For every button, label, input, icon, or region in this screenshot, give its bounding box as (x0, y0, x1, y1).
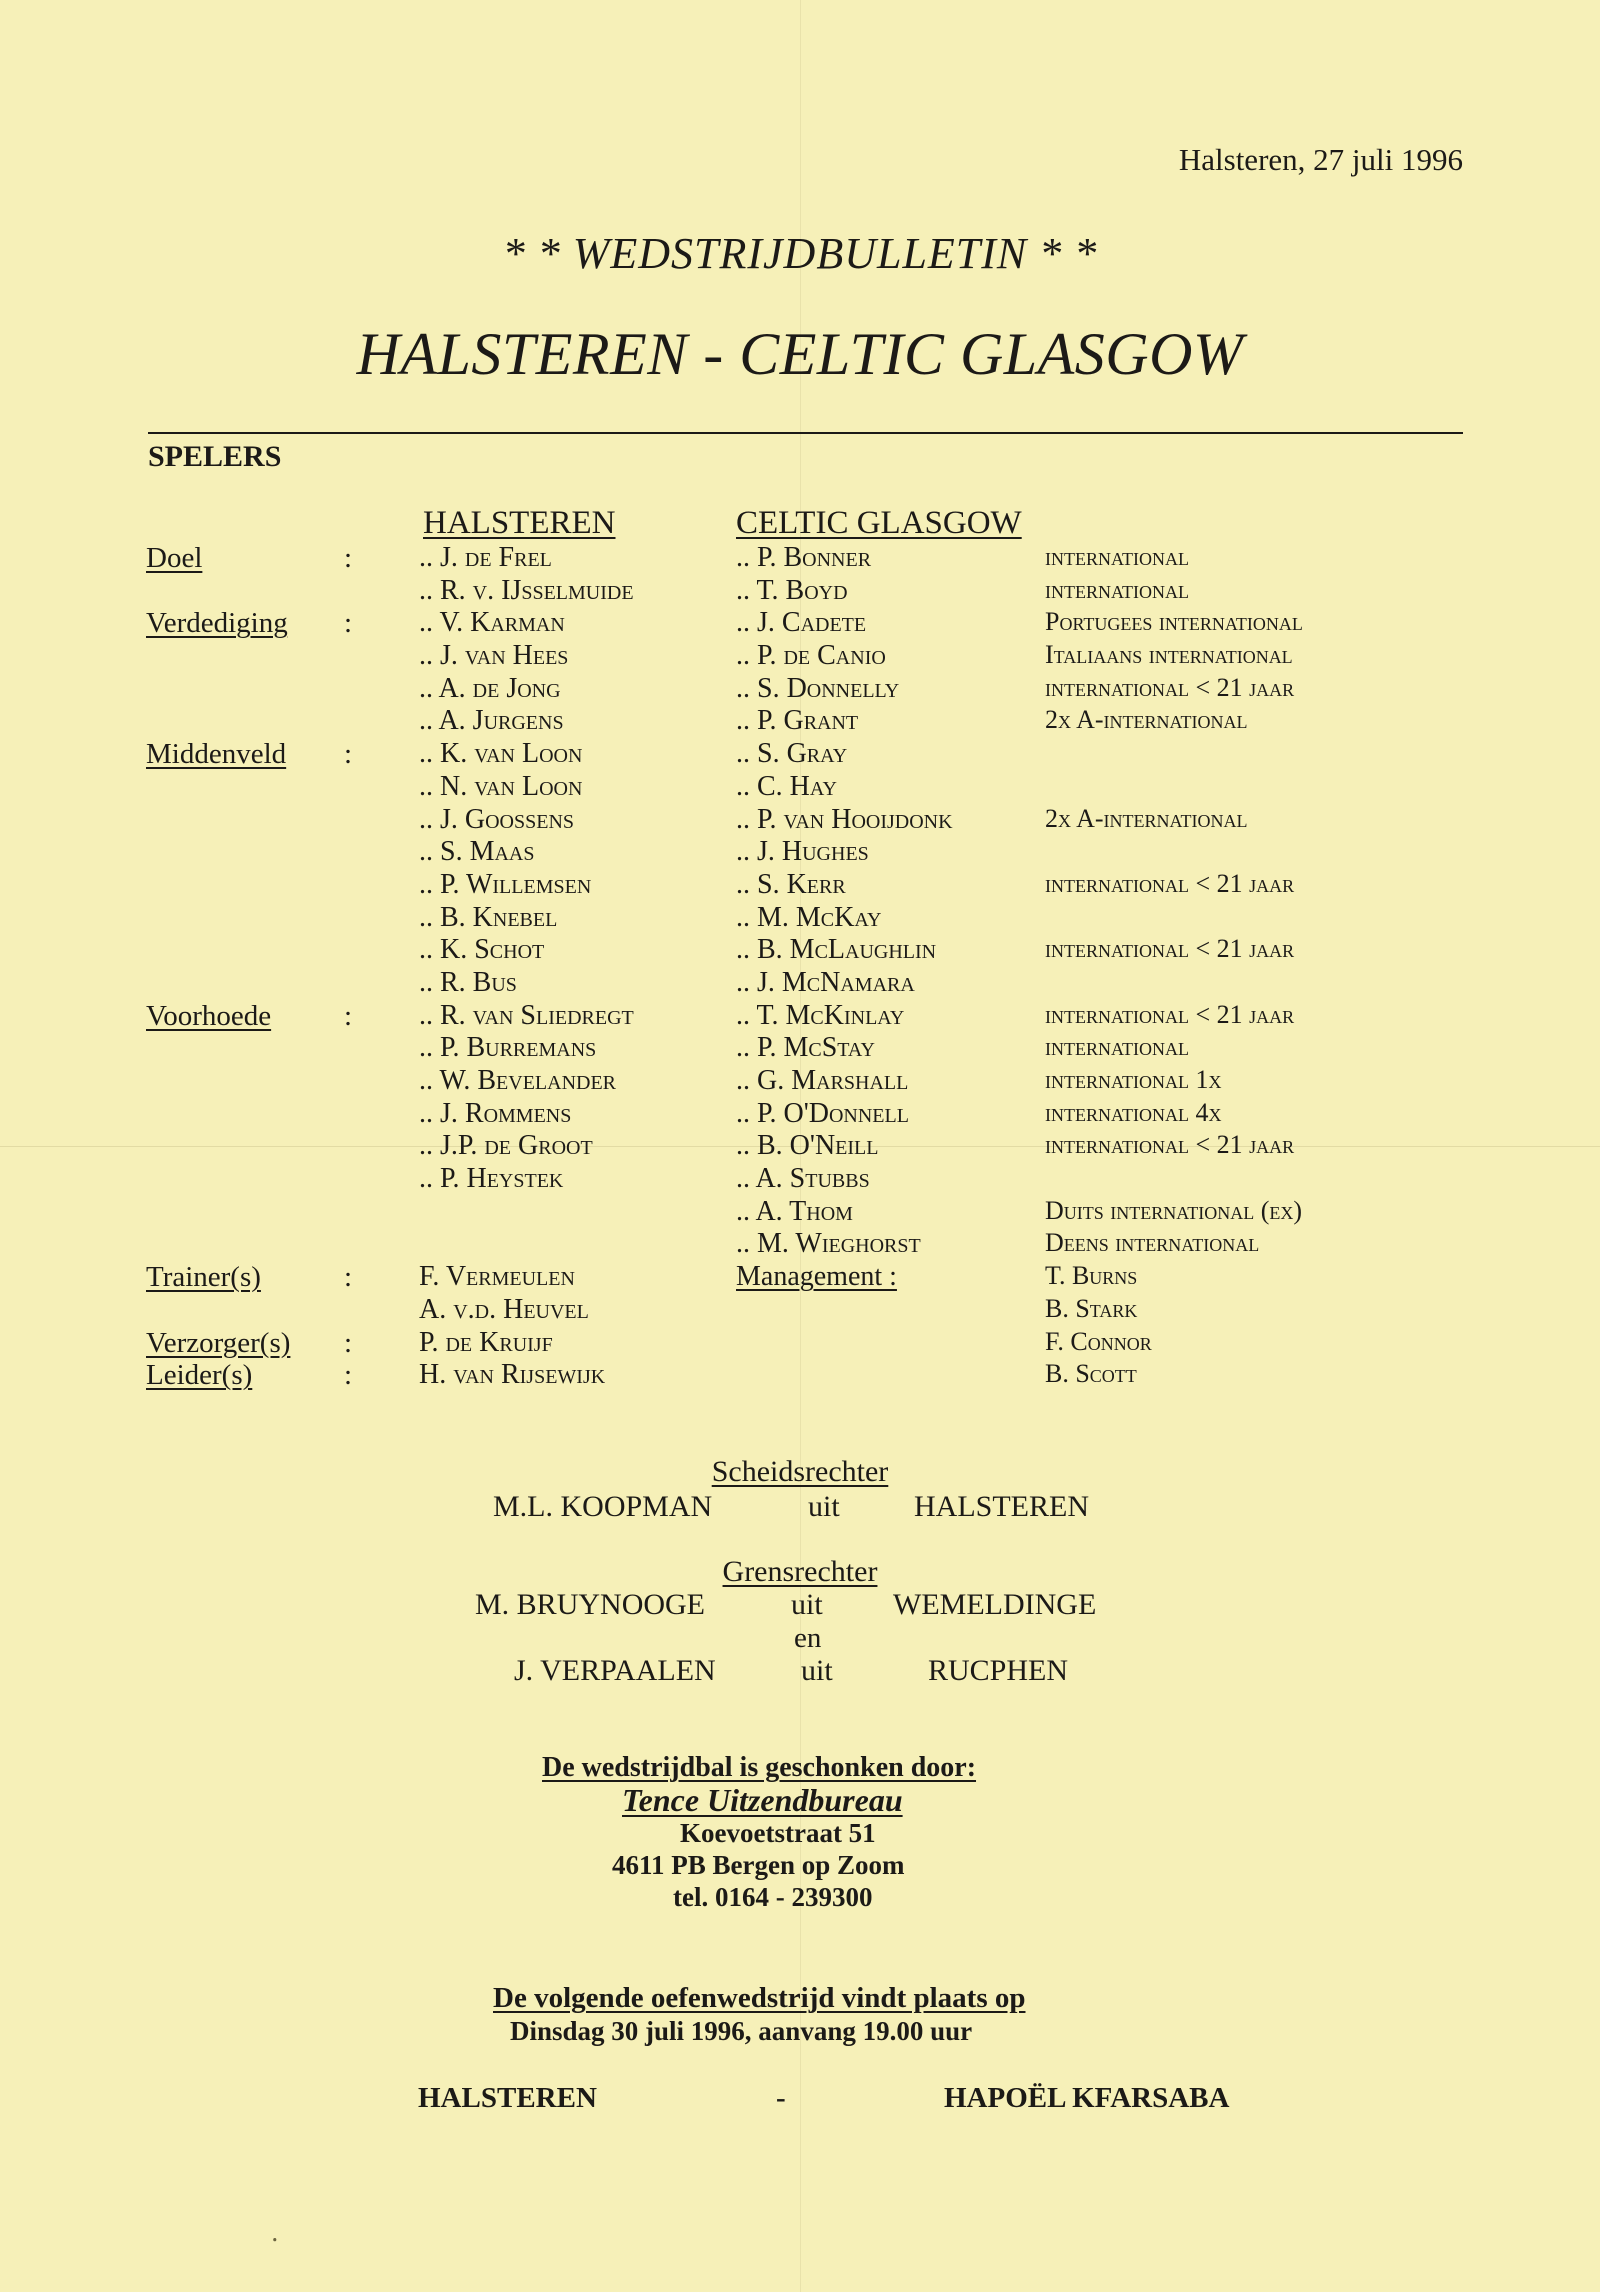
away-player: .. J. Hughes (736, 836, 869, 868)
player-note: B. Scott (1045, 1359, 1137, 1389)
player-note: T. Burns (1045, 1261, 1138, 1291)
linesman-1-name: M. BRUYNOOGE (475, 1588, 706, 1621)
home-player: P. de Kruijf (419, 1326, 553, 1358)
lineup-row (0, 1359, 1600, 1392)
lineup-row (0, 1294, 1600, 1327)
player-note: Deens international (1045, 1228, 1260, 1258)
position-label: Middenveld (146, 738, 287, 771)
player-note: Portugees international (1045, 607, 1303, 637)
away-player: .. P. van Hooijdonk (736, 803, 953, 835)
home-player: .. P. Willemsen (419, 868, 592, 900)
away-player: .. J. McNamara (736, 966, 915, 998)
lineup-table (0, 542, 1600, 1392)
lineup-row (0, 804, 1600, 837)
away-player: .. S. Donnelly (736, 672, 900, 704)
player-note: Duits international (ex) (1045, 1195, 1303, 1225)
lineup-row (0, 705, 1600, 738)
player-note: international < 21 jaar (1045, 868, 1295, 898)
away-player: .. G. Marshall (736, 1065, 909, 1096)
away-player: .. B. O'Neill (736, 1130, 879, 1162)
linesman-2-name: J. VERPAALEN (514, 1654, 716, 1687)
away-player: .. T. McKinlay (736, 999, 905, 1031)
player-note: international 4x (1045, 1097, 1222, 1127)
lineup-row (0, 771, 1600, 804)
lineup-row (0, 1228, 1600, 1261)
sponsor-phone: tel. 0164 - 239300 (673, 1882, 873, 1912)
away-player: Management : (736, 1261, 897, 1293)
home-player: .. J. van Hees (419, 640, 569, 672)
lineup-row (0, 836, 1600, 869)
linesman-2-from: uit (801, 1654, 833, 1687)
player-note: international < 21 jaar (1045, 934, 1295, 964)
away-player: .. P. de Canio (736, 640, 886, 672)
linesman-and: en (794, 1622, 822, 1654)
home-player: .. J. Goossens (419, 803, 575, 835)
sponsor-postal-city: 4611 PB Bergen op Zoom (612, 1850, 905, 1880)
date-line: Halsteren, 27 juli 1996 (1178, 142, 1463, 177)
away-player: .. M. McKay (736, 901, 882, 933)
home-player: .. A. Jurgens (419, 705, 564, 737)
position-colon: : (344, 1326, 353, 1359)
away-player: .. T. Boyd (736, 574, 848, 606)
player-note: international (1045, 1032, 1189, 1062)
player-note: international 1x (1045, 1065, 1222, 1094)
match-title: HALSTEREN - CELTIC GLASGOW (356, 321, 1244, 387)
position-colon: : (344, 607, 353, 640)
away-player: .. J. Cadete (736, 607, 867, 639)
bulletin-title: * * WEDSTRIJDBULLETIN * * (502, 229, 1098, 278)
lineup-row (0, 1098, 1600, 1131)
home-player: H. van Rijsewijk (419, 1359, 606, 1391)
sponsor-street: Koevoetstraat 51 (680, 1818, 876, 1848)
home-player: .. R. v. IJsselmuide (419, 574, 634, 606)
position-colon: : (344, 1261, 353, 1294)
linesman-1-place: WEMELDINGE (893, 1588, 1097, 1621)
section-heading: SPELERS (148, 440, 282, 473)
lineup-row (0, 673, 1600, 706)
player-note: Italiaans international (1045, 640, 1293, 670)
lineup-row (0, 869, 1600, 902)
away-player: .. P. O'Donnell (736, 1097, 909, 1129)
away-player: .. A. Thom (736, 1195, 853, 1227)
away-player: .. P. Bonner (736, 542, 872, 573)
lineup-row (0, 738, 1600, 771)
linesman-heading: Grensrechter (722, 1555, 878, 1588)
lineup-row (0, 1130, 1600, 1163)
next-match-separator: - (776, 2082, 786, 2114)
lineup-row (0, 1261, 1600, 1294)
divider (148, 432, 1463, 434)
home-player: .. V. Karman (419, 607, 565, 639)
home-player: .. J.P. de Groot (419, 1130, 593, 1162)
lineup-row (0, 640, 1600, 673)
away-player: .. P. McStay (736, 1032, 875, 1064)
linesman-1-from: uit (791, 1588, 823, 1621)
position-label: Trainer(s) (146, 1261, 261, 1294)
player-note: F. Connor (1045, 1326, 1152, 1356)
away-player: .. C. Hay (736, 770, 837, 802)
away-player: .. M. Wieghorst (736, 1228, 921, 1260)
lineup-row (0, 967, 1600, 1000)
position-colon: : (344, 542, 353, 574)
home-player: .. R. Bus (419, 966, 517, 998)
referee-place: HALSTEREN (914, 1490, 1089, 1523)
lineup-row (0, 1065, 1600, 1098)
away-player: .. P. Grant (736, 705, 859, 737)
next-match-away: HAPOËL KFARSABA (944, 2082, 1230, 2114)
home-player: .. J. Rommens (419, 1097, 572, 1129)
referee-heading: Scheidsrechter (711, 1455, 889, 1488)
lineup-row (0, 1000, 1600, 1033)
home-player: .. B. Knebel (419, 901, 558, 933)
position-label: Verdediging (146, 607, 288, 640)
player-note: international < 21 jaar (1045, 672, 1295, 702)
paper-mark: ꞏ (272, 2230, 278, 2250)
lineup-row (0, 934, 1600, 967)
next-match-date: Dinsdag 30 juli 1996, aanvang 19.00 uur (510, 2016, 973, 2046)
home-player: .. K. Schot (419, 934, 545, 966)
home-player: A. v.d. Heuvel (419, 1293, 589, 1325)
player-note: international < 21 jaar (1045, 1130, 1295, 1160)
position-label: Doel (146, 542, 203, 574)
player-note: B. Stark (1045, 1293, 1138, 1323)
home-player: .. S. Maas (419, 836, 535, 868)
away-player: .. S. Gray (736, 738, 848, 770)
linesman-2-place: RUCPHEN (928, 1654, 1069, 1687)
referee-from: uit (808, 1490, 840, 1523)
player-note: international (1045, 574, 1189, 604)
lineup-row (0, 607, 1600, 640)
position-colon: : (344, 999, 353, 1032)
lineup-row (0, 1163, 1600, 1196)
home-player: .. J. de Frel (419, 542, 552, 573)
home-player: .. K. van Loon (419, 738, 583, 770)
home-player: .. N. van Loon (419, 770, 583, 802)
position-colon: : (344, 738, 353, 771)
lineup-row (0, 1327, 1600, 1360)
home-player: .. A. de Jong (419, 672, 561, 704)
away-team-heading: CELTIC GLASGOW (736, 505, 1022, 541)
lineup-row (0, 542, 1600, 575)
player-note: 2x A-international (1045, 803, 1248, 833)
home-player: .. R. van Sliedregt (419, 999, 634, 1031)
home-team-heading: HALSTEREN (423, 505, 616, 541)
home-player: .. P. Burremans (419, 1032, 597, 1064)
player-note: international (1045, 542, 1189, 571)
next-match-heading: De volgende oefenwedstrijd vindt plaats op (493, 1982, 1026, 2014)
home-player: F. Vermeulen (419, 1261, 575, 1293)
position-colon: : (344, 1359, 353, 1392)
lineup-row (0, 1032, 1600, 1065)
away-player: .. S. Kerr (736, 868, 846, 900)
referee-name: M.L. KOOPMAN (493, 1490, 713, 1523)
position-label: Voorhoede (146, 999, 272, 1032)
home-player: .. P. Heystek (419, 1163, 564, 1195)
position-label: Leider(s) (146, 1359, 253, 1392)
lineup-row (0, 1196, 1600, 1229)
away-player: .. A. Stubbs (736, 1163, 870, 1195)
sponsor-heading: De wedstrijdbal is geschonken door: (542, 1752, 977, 1783)
lineup-row (0, 902, 1600, 935)
home-player: .. W. Bevelander (419, 1065, 617, 1096)
next-match-home: HALSTEREN (418, 2082, 597, 2114)
away-player: .. B. McLaughlin (736, 934, 937, 966)
lineup-row (0, 575, 1600, 608)
player-note: international < 21 jaar (1045, 999, 1295, 1029)
sponsor-company: Tence Uitzendbureau (622, 1782, 903, 1818)
player-note: 2x A-international (1045, 705, 1248, 735)
position-label: Verzorger(s) (146, 1326, 291, 1359)
